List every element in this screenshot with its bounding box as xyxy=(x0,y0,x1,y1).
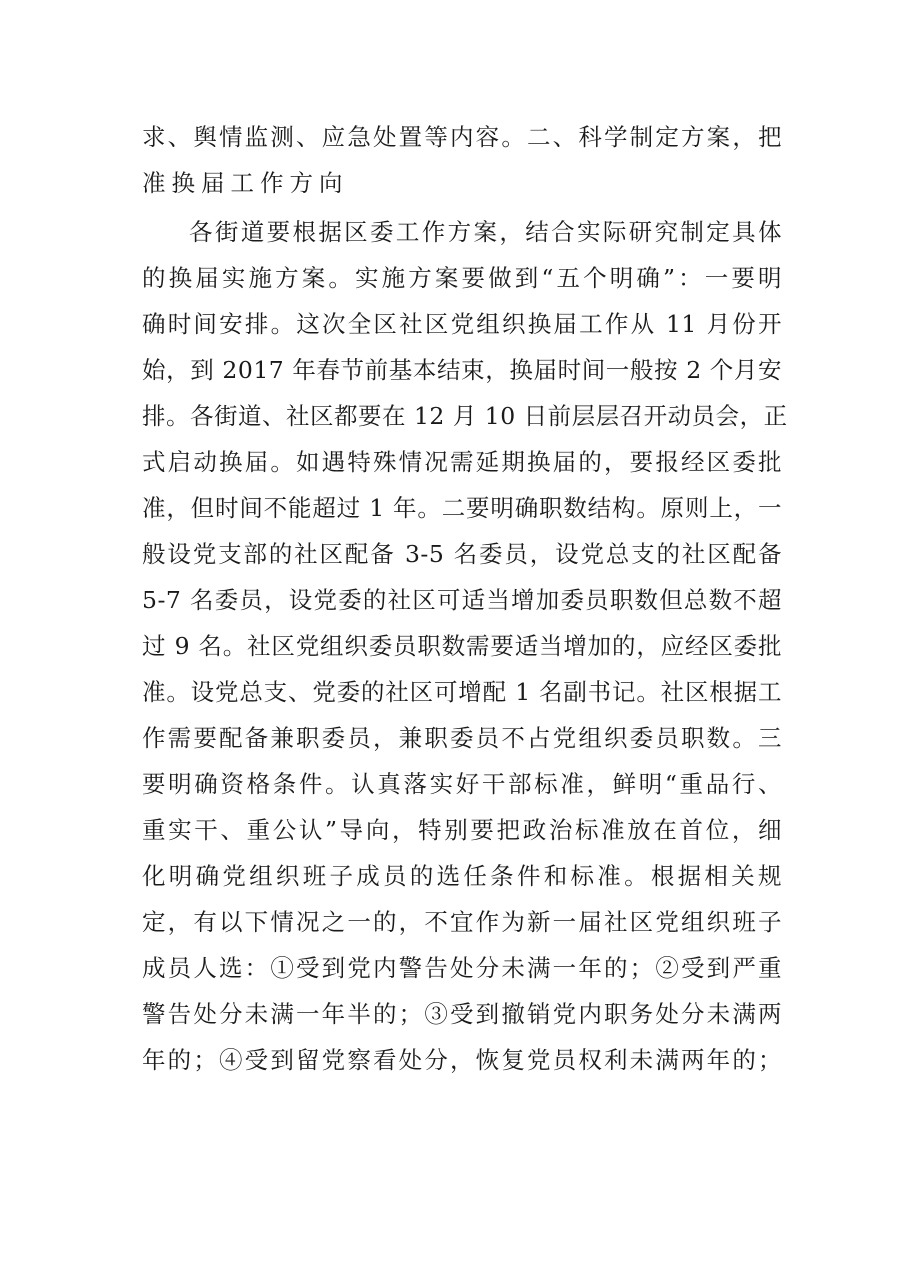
text-line: 作需要配备兼职委员，兼职委员不占党组织委员职数。三 xyxy=(142,724,782,752)
text-line: 过 9 名。社区党组织委员职数需要适当增加的，应经区委批 xyxy=(142,632,782,660)
text-line: 排。各街道、社区都要在 12 月 10 日前层层召开动员会，正 xyxy=(142,402,788,430)
text-line: 定，有以下情况之一的，不宜作为新一届社区党组织班子 xyxy=(142,908,782,936)
text-line: 年的；④受到留党察看处分，恢复党员权利未满两年的； xyxy=(142,1046,782,1074)
text-line: 般设党支部的社区配备 3-5 名委员，设党总支的社区配备 xyxy=(142,540,782,568)
text-line: 化明确党组织班子成员的选任条件和标准。根据相关规 xyxy=(142,862,782,890)
text-line: 求、舆情监测、应急处置等内容。二、科学制定方案，把 xyxy=(142,123,782,151)
text-line: 准。设党总支、党委的社区可增配 1 名副书记。社区根据工 xyxy=(142,678,782,706)
text-line: 始，到 2017 年春节前基本结束，换届时间一般按 2 个月安 xyxy=(142,356,782,384)
text-line: 5-7 名委员，设党委的社区可适当增加委员职数但总数不超 xyxy=(142,586,782,614)
text-line: 的换届实施方案。实施方案要做到“五个明确”：一要明 xyxy=(142,264,782,292)
text-line: 准换届工作方向 xyxy=(142,169,349,197)
text-line: 确时间安排。这次全区社区党组织换届工作从 11 月份开 xyxy=(142,310,782,338)
text-line: 准，但时间不能超过 1 年。二要明确职数结构。原则上，一 xyxy=(142,494,782,522)
paragraph-first-line: 各街道要根据区委工作方案，结合实际研究制定具体 xyxy=(189,218,782,246)
text-line: 式启动换届。如遇特殊情况需延期换届的，要报经区委批 xyxy=(142,448,782,476)
text-line: 成员人选：①受到党内警告处分未满一年的；②受到严重 xyxy=(142,954,782,982)
text-line: 重实干、重公认”导向，特别要把政治标准放在首位，细 xyxy=(142,816,782,844)
text-line: 要明确资格条件。认真落实好干部标准，鲜明“重品行、 xyxy=(142,770,782,798)
text-line: 警告处分未满一年半的；③受到撤销党内职务处分未满两 xyxy=(142,1000,782,1028)
